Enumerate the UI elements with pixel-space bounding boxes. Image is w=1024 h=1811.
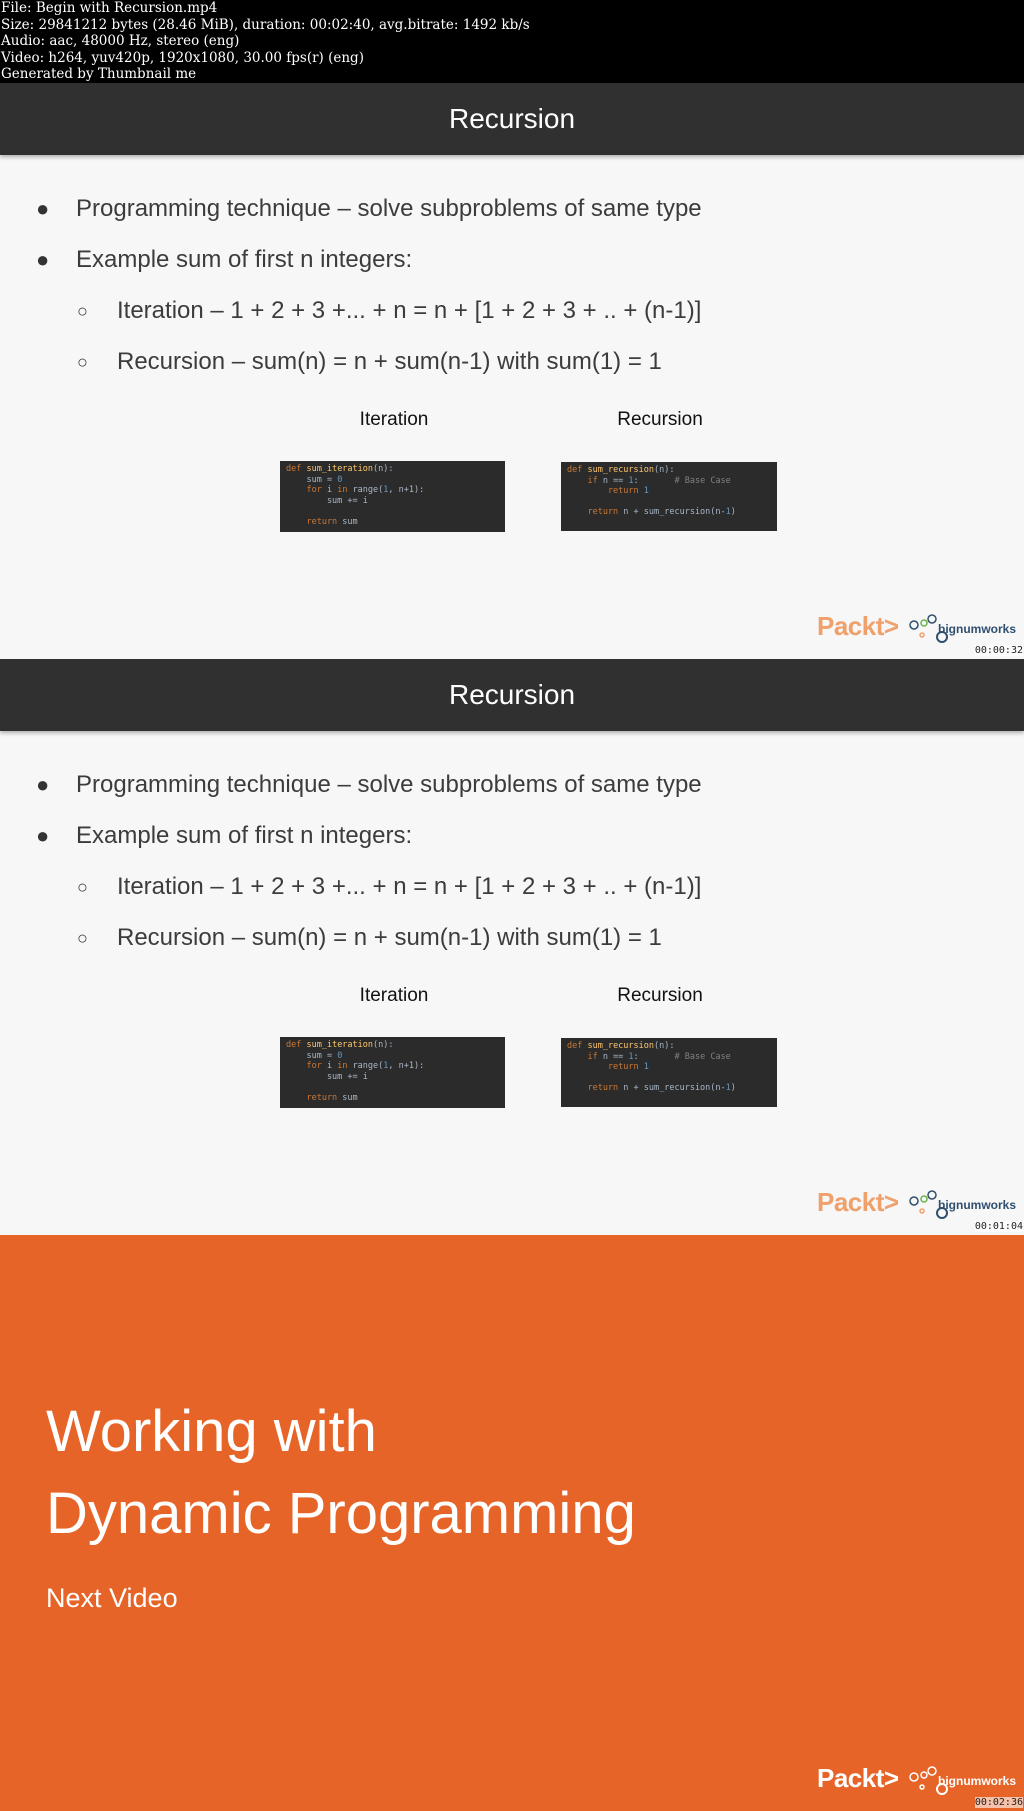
recursion-code-block: def sum_recursion(n): if n == 1: # Base Case return 1 return n + sum_recursion(n-1) (561, 462, 777, 531)
bullet-item (36, 240, 413, 280)
meta-video: Video: h264, yuv420p, 1920x1080, 30.00 fps(r) (eng) (1, 49, 364, 66)
sub-bullet-marker: ○ (77, 352, 88, 372)
meta-file: File: Begin with Recursion.mp4 (1, 0, 218, 16)
frame-timestamp: 00:02:36 (974, 1797, 1023, 1808)
bullet-item (36, 816, 413, 856)
meta-generator: Generated by Thumbnail me (1, 66, 197, 83)
packt-logo: Packt> (817, 611, 899, 641)
bignumworks-logo: bignumworks (938, 622, 1017, 636)
thumbnail-frame-3 (0, 1235, 1024, 1811)
bullet-marker: ● (36, 772, 50, 797)
bullet-item (36, 765, 702, 805)
sub-bullet-item (77, 867, 702, 907)
iteration-label: Iteration (359, 409, 429, 430)
sub-bullet-text: Recursion – sum(n) = n + sum(n-1) with sum(1) = 1 (117, 924, 662, 951)
slide-title: Recursion (0, 659, 1024, 731)
iteration-label: Iteration (359, 985, 429, 1006)
sub-bullet-text: Recursion – sum(n) = n + sum(n-1) with sum(1) = 1 (117, 348, 662, 375)
recursion-code-block: def sum_recursion(n): if n == 1: # Base Case return 1 return n + sum_recursion(n-1) (561, 1038, 777, 1107)
sub-bullet-item (77, 918, 662, 958)
sub-bullet-marker: ○ (77, 301, 88, 321)
bullet-marker: ● (36, 823, 50, 848)
iteration-code-block: def sum_iteration(n): sum = 0 for i in range(1, n+1): sum += i return sum (280, 461, 505, 532)
meta-size: Size: 29841212 bytes (28.46 MiB), duration: 00:02:40, avg.bitrate: 1492 kb/s (1, 16, 530, 33)
bullet-item (36, 189, 702, 229)
bullet-marker: ● (36, 247, 50, 272)
iteration-code-block: def sum_iteration(n): sum = 0 for i in range(1, n+1): sum += i return sum (280, 1037, 505, 1108)
sub-bullet-text: Iteration – 1 + 2 + 3 +... + n = n + [1 + 2 + 3 + .. + (n-1)] (117, 297, 702, 324)
recursion-label: Recursion (617, 985, 703, 1006)
thumbnail-frame-2 (0, 659, 1024, 1235)
meta-audio: Audio: aac, 48000 Hz, stereo (eng) (1, 33, 240, 50)
frame-timestamp: 00:01:04 (974, 1221, 1023, 1232)
sub-bullet-marker: ○ (77, 877, 88, 897)
bignumworks-logo: bignumworks (938, 1774, 1017, 1788)
sub-bullet-text: Iteration – 1 + 2 + 3 +... + n = n + [1 + 2 + 3 + .. + (n-1)] (117, 873, 702, 900)
end-slide-subtitle: Next Video (46, 1583, 178, 1613)
bignumworks-logo: bignumworks (938, 1198, 1017, 1212)
slide-title: Recursion (0, 83, 1024, 155)
thumbnail-frame-1 (0, 83, 1024, 659)
bullet-text: Example sum of first n integers: (76, 822, 413, 849)
bullet-text: Example sum of first n integers: (76, 246, 413, 273)
packt-logo: Packt> (817, 1187, 899, 1217)
sub-bullet-item (77, 291, 702, 331)
bullet-text: Programming technique – solve subproblems of same type (76, 771, 702, 798)
sub-bullet-item (77, 342, 662, 382)
recursion-label: Recursion (617, 409, 703, 430)
packt-logo: Packt> (817, 1763, 899, 1793)
frame-timestamp: 00:00:32 (974, 645, 1023, 656)
bullet-marker: ● (36, 196, 50, 221)
bullet-text: Programming technique – solve subproblems of same type (76, 195, 702, 222)
sub-bullet-marker: ○ (77, 928, 88, 948)
end-slide-title-line1: Working with (46, 1399, 377, 1464)
end-slide-title-line2: Dynamic Programming (46, 1481, 636, 1546)
video-metadata-header (0, 0, 1024, 83)
